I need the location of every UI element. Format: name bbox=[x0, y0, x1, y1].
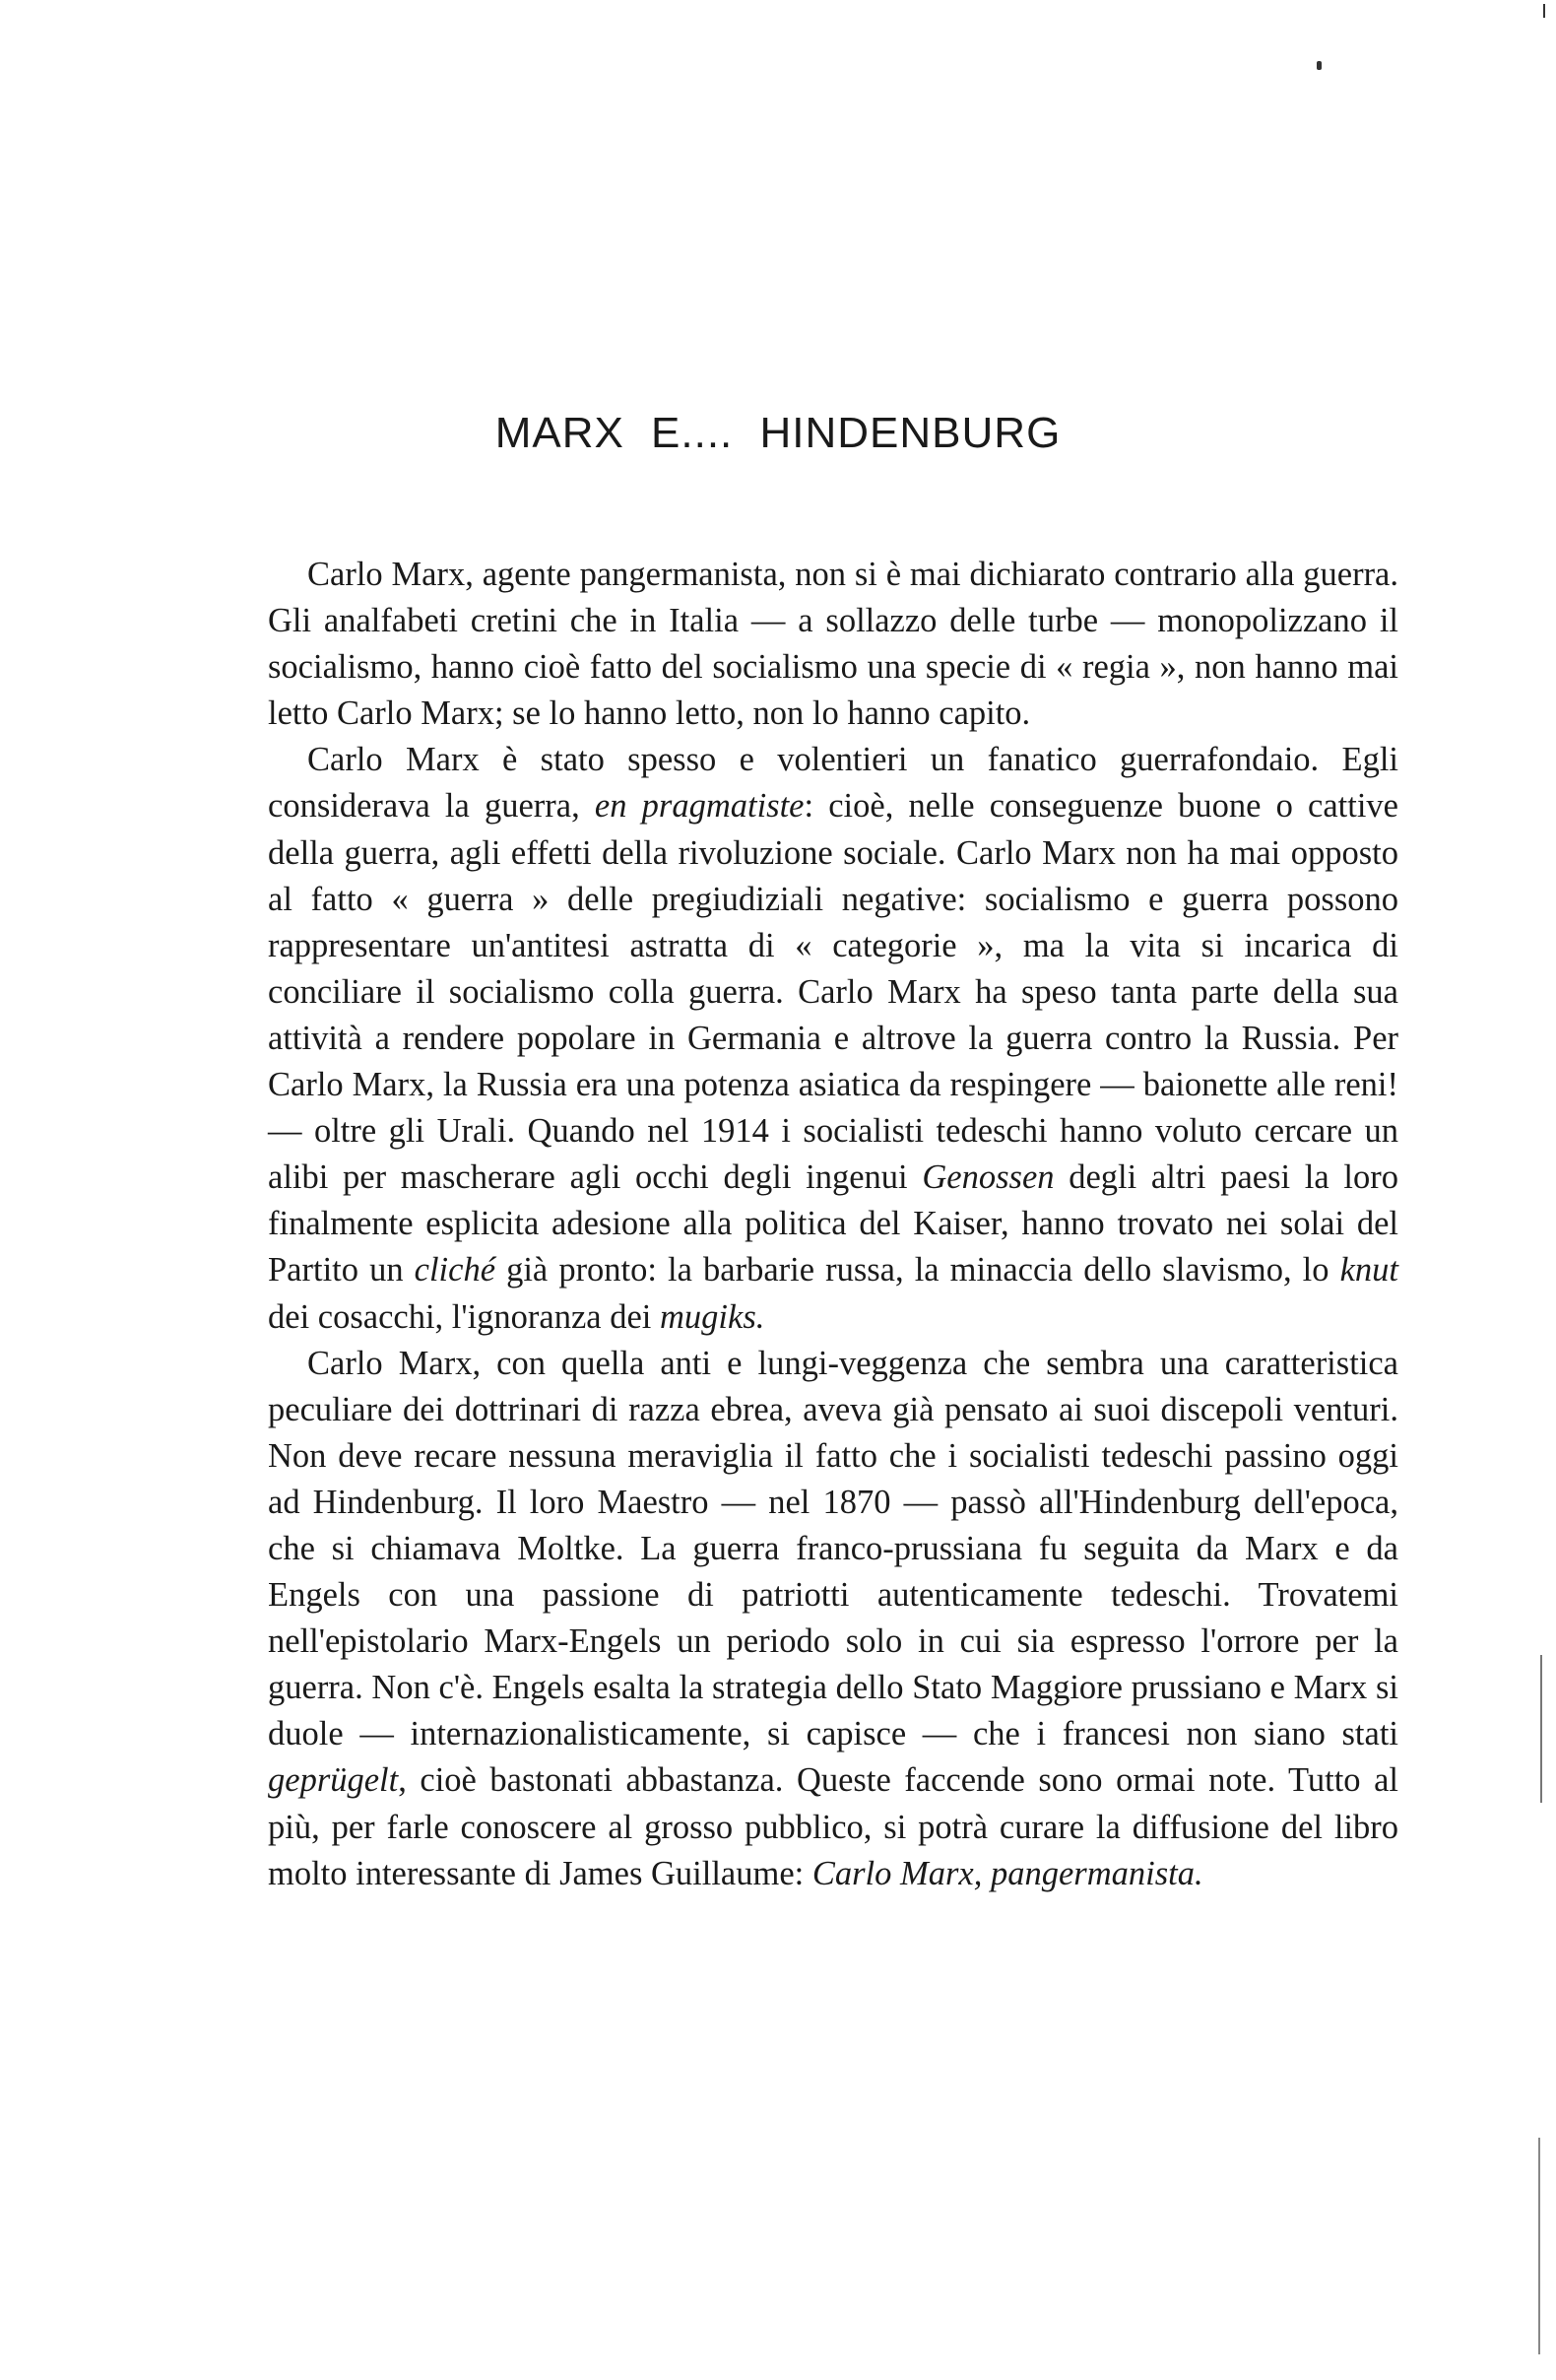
text-run: degli altri paesi la loro finalmente esplicita adesione alla politica del Kaiser, hanno trovato nei solai del Partito un bbox=[268, 1158, 1398, 1289]
text-run: Carlo Marx, agente pangermanista, non si è mai dichiarato contrario alla guerra. Gli analfabeti cretini che in Italia — a sollazzo delle turbe — monopolizzano il socialismo, hanno cioè fatto del socialismo una specie di « regia », non hanno mai letto Carlo Marx; se lo hanno letto, non lo hanno capito. bbox=[268, 556, 1398, 733]
scan-edge-mark bbox=[1543, 4, 1545, 18]
italic-phrase: en pragmatiste bbox=[594, 787, 805, 826]
text-run: già pronto: la barbarie russa, la minaccia dello slavismo, lo bbox=[495, 1251, 1340, 1289]
italic-phrase: geprügelt bbox=[268, 1761, 399, 1800]
scan-speck bbox=[1317, 61, 1322, 70]
italic-phrase: Genossen bbox=[922, 1158, 1055, 1197]
italic-phrase: cliché bbox=[414, 1251, 496, 1289]
text-run: Carlo Marx è stato spesso e volentieri un fanatico guerrafondaio. Egli considerava la guerra, bbox=[268, 741, 1398, 826]
paragraph-1 bbox=[268, 552, 1398, 737]
scan-edge-line-bottom bbox=[1538, 2138, 1540, 2354]
italic-phrase: Carlo Marx, pangermanista. bbox=[811, 1854, 1203, 1892]
text-run: Carlo Marx, con quella anti e lungi-veggenza che sembra una caratteristica peculiare dei dottrinari di razza ebrea, aveva già pensato ai suoi discepoli venturi. Non deve recare nessuna meraviglia il fatto che i socialisti tedeschi passino oggi ad Hindenburg. Il loro Maestro — nel 1870 — passò all'Hindenburg dell'epoca, che si chiamava Moltke. La guerra franco-prussiana fu seguita da Marx e da Engels con una passione di patriotti autenticamente tedeschi. Trovatemi nell'epistolario Marx-Engels un periodo solo in cui sia espresso l'orrore per la guerra. Non c'è. Engels esalta la strategia dello Stato Maggiore prussiano e Marx si duole — internazionalisticamente, si capisce — che i francesi non siano stati bbox=[268, 1344, 1398, 1753]
italic-phrase: knut bbox=[1339, 1251, 1398, 1289]
italic-phrase: mugiks. bbox=[660, 1297, 765, 1336]
paragraph-2 bbox=[268, 737, 1398, 1340]
text-run: , cioè bastonati abbastanza. Queste faccende sono ormai note. Tutto al più, per farle conoscere al grosso pubblico, si potrà curare la diffusione del libro molto interessante di James Guillaume: bbox=[268, 1761, 1398, 1892]
text-run: : cioè, nelle conseguenze buone o cattive della guerra, agli effetti della rivoluzione sociale. Carlo Marx non ha mai opposto al fatto « guerra » delle pregiudiziali negative: socialismo e guerra possono rappresentare un'antitesi astratta di « categorie », ma la vita si incarica di conciliare il socialismo colla guerra. Carlo Marx ha speso tanta parte della sua attività a rendere popolare in Germania e altrove la guerra contro la Russia. Per Carlo Marx, la Russia era una potenza asiatica da respingere — baionette alle reni! — oltre gli Urali. Quando nel 1914 i socialisti tedeschi hanno voluto cercare un alibi per mascherare agli occhi degli ingenui bbox=[268, 787, 1398, 1197]
scan-edge-line bbox=[1540, 1655, 1542, 1803]
body-text bbox=[268, 552, 1398, 1897]
text-run: dei cosacchi, l'ignoranza dei bbox=[268, 1297, 660, 1336]
paragraph-3 bbox=[268, 1341, 1398, 1897]
chapter-title: MARX E.... HINDENBURG bbox=[494, 409, 1062, 457]
